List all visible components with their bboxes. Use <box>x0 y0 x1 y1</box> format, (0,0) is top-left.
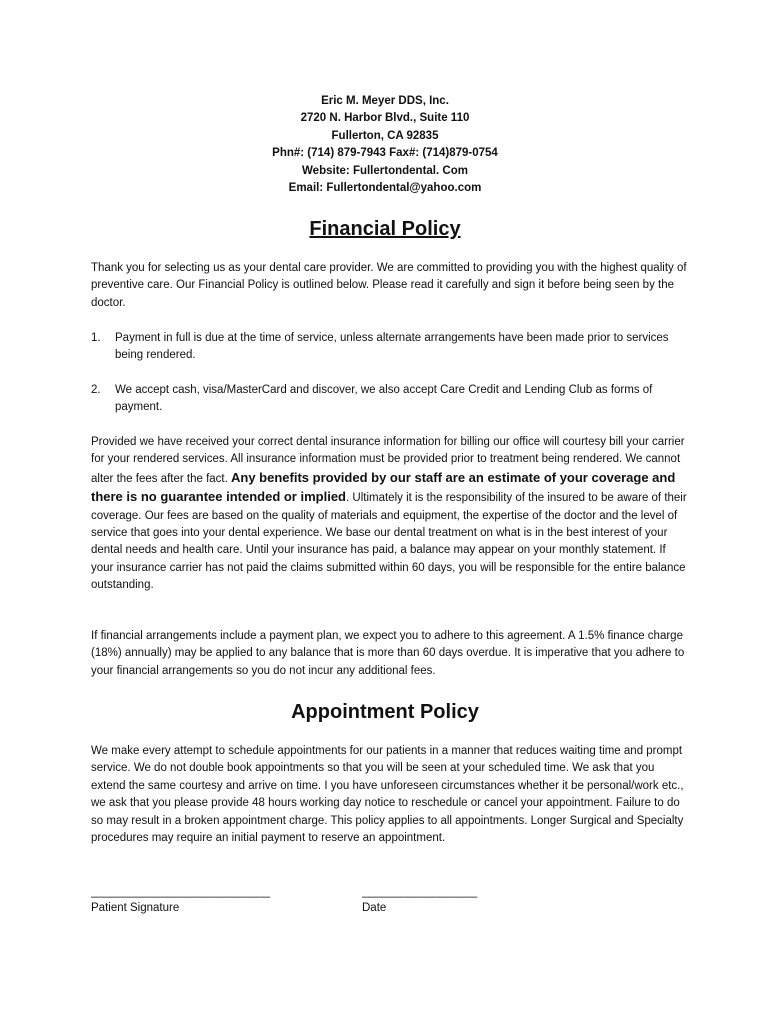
address-line-2: Fullerton, CA 92835 <box>331 129 439 142</box>
phone-fax: Phn#: (714) 879-7943 Fax#: (714)879-0754 <box>272 147 498 160</box>
practice-header <box>0 93 770 197</box>
patient-signature-label: Patient Signature <box>91 902 180 914</box>
insurance-text-part-1: Provided we have received your correct dental insurance information for billing our office will courtesy bill your carrier for your rendered services. All insurance information must be provided prior to treatment being rendered. We cannot alter the fees after the fact. <box>91 436 685 485</box>
list-item-number: 2. <box>91 384 101 396</box>
intro-paragraph: Thank you for selecting us as your dental care provider. We are committed to providing you with the highest quality of preventive care. Our Financial Policy is outlined below. Please read it carefully and sign it before being seen by the doctor. <box>91 262 687 309</box>
insurance-emphasis: Any benefits provided by our staff are an estimate of your coverage and there is no guarantee intended or implied <box>91 469 676 505</box>
date-label: Date <box>362 902 387 914</box>
financial-policy-heading: Financial Policy <box>309 218 461 240</box>
address-line-1: 2720 N. Harbor Blvd., Suite 110 <box>300 112 470 125</box>
email: Email: Fullertondental@yahoo.com <box>288 182 482 195</box>
payment-plan-paragraph: If financial arrangements include a payment plan, we expect you to adhere to this agreement. A 1.5% finance charge (18%) annually) may be applied to any balance that is more than 60 days overdue. It is imperative that you adhere to your financial arrangements so you do not incur any additional fees. <box>91 630 685 677</box>
appointment-paragraph: We make every attempt to schedule appointments for our patients in a manner that reduces waiting time and prompt service. We do not double book appointments so that you will be seen at your scheduled time. We ask that you extend the same courtesy and arrive on time. I you have unforeseen circumstances whether it be personal/work etc., we ask that you please provide 48 hours working day notice to reschedule or cancel your appointment. Failure to do so may result in a broken appointment charge. This policy applies to all appointments. Longer Surgical and Specialty procedures may require an initial payment to reserve an appointment. <box>91 745 684 845</box>
company-name: Eric M. Meyer DDS, Inc. <box>321 95 449 107</box>
list-item-text: Payment in full is due at the time of service, unless alternate arrangements have been made prior to services being rendered. <box>115 332 669 362</box>
date-line[interactable]: __________________ <box>362 886 478 898</box>
insurance-paragraph: Provided we have received your correct dental insurance information for billing our office will courtesy bill your carrier for your rendered services. All insurance information must be provided prior to treatment being rendered. We cannot alter the fees after the fact. Any benefits provided by our staff are an estimate of your coverage and there is no guarantee intended or implied. Ultimately it is the responsibility of the insured to be aware of their coverage. Our fees are based on the quality of materials and equipment, the expertise of the doctor and the level of service that goes into your dental experience. We base our dental treatment on what is in the best interest of your dental needs and health care. Until your insurance has paid, a balance may appear on your monthly statement. If your insurance carrier has not paid the claims submitted within 60 days, you will be responsible for the entire balance outstanding. <box>91 436 687 592</box>
list-item-number: 1. <box>91 332 101 344</box>
appointment-policy-heading: Appointment Policy <box>291 701 479 723</box>
list-item-text: We accept cash, visa/MasterCard and discover, we also accept Care Credit and Lending Club as forms of payment. <box>115 384 653 414</box>
website: Website: Fullertondental. Com <box>302 164 468 177</box>
insurance-text-part-2: Ultimately it is the responsibility of the insured to be aware of their coverage. Our fees are based on the quality of materials and equipment, the expertise of the doctor and the level of service that goes into your dental experience. We base our dental treatment on what is in the best interest of your dental needs and health care. Until your insurance has paid, a balance may appear on your monthly statement. If your insurance carrier has not paid the claims submitted within 60 days, you will be responsible for the entire balance outstanding. <box>91 492 687 592</box>
patient-signature-line[interactable]: ____________________________ <box>91 886 271 898</box>
